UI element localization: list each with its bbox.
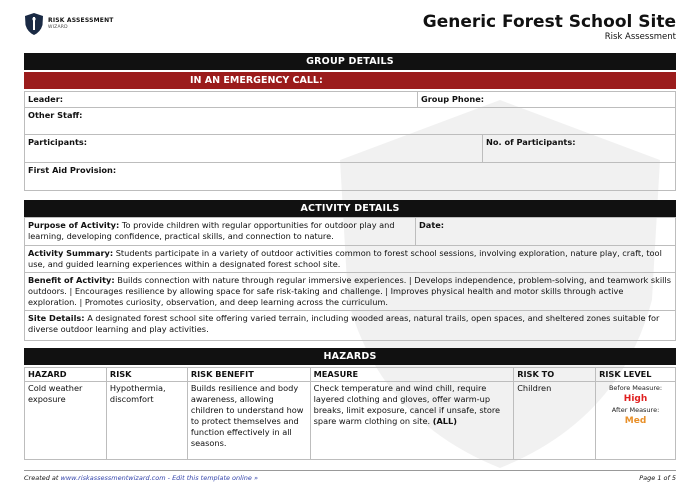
hazards-header-row [25, 368, 676, 382]
other-staff-row[interactable] [25, 108, 675, 135]
group-phone-label: Group Phone: [421, 94, 485, 104]
document-header [24, 12, 676, 48]
before-measure-label: Before Measure: [608, 384, 663, 392]
emergency-call-bar: IN AN EMERGENCY CALL: [24, 72, 676, 89]
site-text: A designated forest school site offering varied terrain, including wooded areas, natural trails, open spaces, and sheltered zones suitable for diverse outdoor learning and play activities. [28, 313, 660, 334]
purpose-text: To provide children with regular opportunities for outdoor play and learning, developing confidence, practical skills, and connection to nature. [28, 220, 395, 241]
footer-edit-link[interactable]: - Edit this template online » [167, 474, 258, 482]
group-details-box [24, 91, 676, 191]
num-participants-label: No. of Participants: [486, 137, 576, 147]
purpose-label: Purpose of Activity: [28, 220, 120, 230]
site-label: Site Details: [28, 313, 85, 323]
column-header: RISK BENEFIT [187, 368, 310, 382]
hazards-table [24, 367, 676, 460]
table-row [25, 382, 676, 460]
leader-row [25, 92, 675, 108]
date-label: Date: [419, 220, 445, 230]
column-header: MEASURE [310, 368, 514, 382]
participants-label: Participants: [28, 137, 87, 147]
before-measure-value: High [623, 394, 648, 404]
group-details-heading: GROUP DETAILS [24, 53, 676, 70]
page-number: Page 1 of 5 [639, 474, 676, 482]
column-header: RISK [106, 368, 187, 382]
leader-label: Leader: [28, 94, 64, 104]
risk-cell: Hypothermia, discomfort [106, 382, 187, 460]
footer-divider [24, 470, 676, 471]
summary-text: Students participate in a variety of outdoor activities common to forest school sessions, involving exploration, nature play, craft, tool use, and guided learning experiences within a designated forest school site. [28, 248, 662, 269]
shield-icon [24, 12, 44, 36]
hazard-cell: Cold weather exposure [25, 382, 107, 460]
logo-title: RISK ASSESSMENT [48, 17, 114, 24]
logo [24, 12, 114, 36]
participants-cell[interactable] [25, 135, 482, 162]
first-aid-row[interactable] [25, 163, 675, 190]
benefit-text: Builds connection with nature through regular immersive experiences. | Develops independence, problem-solving, and teamwork skills outdoors. | Encourages resilience by allowing space for safe risk-taking and challenge. | Improves physical health and motor skills through active exploration. | Promotes curiosity, observation, and deep learning across the curriculum. [28, 275, 671, 307]
after-measure-value: Med [624, 416, 647, 426]
after-measure-label: After Measure: [611, 406, 660, 414]
benefit-row [25, 273, 675, 311]
activity-details-box [24, 217, 676, 341]
measure-cell [310, 382, 514, 460]
site-row [25, 311, 675, 340]
first-aid-label: First Aid Provision: [28, 165, 117, 175]
summary-row [25, 246, 675, 273]
purpose-row [25, 218, 675, 246]
risk-benefit-cell: Builds resilience and body awareness, allowing children to understand how to protect themselves and function effectively in all seasons. [187, 382, 310, 460]
risk-to-cell: Children [514, 382, 596, 460]
risk-level-cell [596, 382, 676, 460]
column-header: RISK LEVEL [596, 368, 676, 382]
footer-created-prefix: Created at [24, 474, 59, 482]
date-cell[interactable] [415, 218, 675, 245]
footer-credit [24, 474, 258, 482]
page-subtitle: Risk Assessment [604, 32, 676, 42]
summary-label: Activity Summary: [28, 248, 114, 258]
benefit-label: Benefit of Activity: [28, 275, 115, 285]
footer-site-link[interactable]: www.riskassessmentwizard.com [60, 474, 166, 482]
logo-subtitle: WIZARD [48, 25, 68, 30]
other-staff-label: Other Staff: [28, 110, 83, 120]
activity-details-heading: ACTIVITY DETAILS [24, 200, 676, 217]
column-header: RISK TO [514, 368, 596, 382]
page-title: Generic Forest School Site [422, 12, 676, 32]
measure-tag: (ALL) [432, 416, 457, 426]
participants-row [25, 135, 675, 163]
column-header: HAZARD [25, 368, 107, 382]
hazards-heading: HAZARDS [24, 348, 676, 365]
num-participants-cell[interactable] [482, 135, 675, 162]
measure-text: Check temperature and wind chill, require layered clothing and gloves, offer warm-up breaks, limit exposure, cancel if unsafe, store spare warm clothing on site. [313, 383, 501, 426]
